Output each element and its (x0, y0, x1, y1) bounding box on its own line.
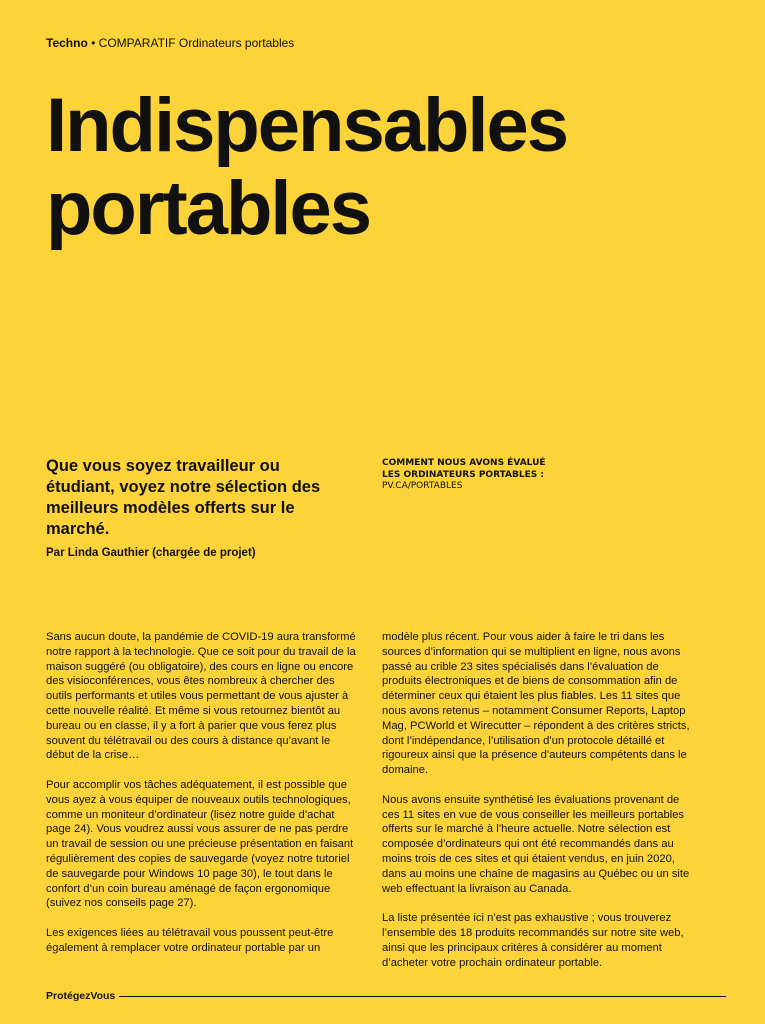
body-column-1 (46, 630, 358, 970)
kicker-bullet: • (91, 36, 96, 50)
paragraph: Sans aucun doute, la pandémie de COVID-19 aura transformé notre rapport à la technologie. Que ce soit pour du travail de la maison suggéré (ou obligatoire), des cours en ligne ou encore des visioconférences, vous êtes nombreux à chercher des outils performants et utiles vous permettant de vous ajuster à cette nouvelle réalité. Et même si vous retournez bientôt au bureau ou en classe, il y a fort à parier que vous ferez plus souvent du télétravail ou des cours à distance qu’avant le début de la crise… (46, 631, 356, 762)
methodology-link[interactable]: PV.CA/PORTABLES (382, 481, 463, 491)
article-lede: Que vous soyez travailleur ou étudiant, voyez notre sélection des meilleurs modèles offerts sur le marché. (46, 457, 321, 538)
title-line-1: Indispensables (46, 83, 568, 168)
paragraph: La liste présentée ici n’est pas exhaustive ; vous trouverez l’ensemble des 18 produits recommandés sur notre site web, ainsi que les principaux critères à considérer au moment d’acheter votre prochain ordinateur portable. (382, 912, 684, 969)
methodology-heading-line-2: LES ORDINATEURS PORTABLES : (382, 469, 544, 480)
page-footer (46, 990, 726, 1002)
title-line-2: portables (46, 166, 371, 251)
paragraph: modèle plus récent. Pour vous aider à faire le tri dans les sources d’information qui se multiplient en ligne, nous avons passé au crible 23 sites spécialisés dans l’évaluation de produits électroniques et de biens de consommation afin de déterminer ceux qui étaient les plus fiables. Les 11 sites que nous avons retenus – notamment Consumer Reports, Laptop Mag, PCWorld et Wirecutter – répondent à des critères stricts, dont l’indépendance, l’utilisation d’un protocole détaillé et rigoureux ainsi que la présence d’auteurs compétents dans le domaine. (382, 631, 690, 777)
section-label: Techno (46, 36, 88, 50)
body-column-2 (382, 630, 694, 985)
article-byline: Par Linda Gauthier (chargée de projet) (46, 547, 256, 559)
footer-rule (119, 996, 726, 997)
paragraph: Nous avons ensuite synthétisé les évaluations provenant de ces 11 sites en vue de vous conseiller les meilleurs portables offerts sur le marché à l’heure actuelle. Notre sélection est composée d’ordinateurs qui ont été recommandés dans au moins trois de ces sites et qui étaient vendus, en juin 2020, dans au moins une chaîne de magasins au Québec ou un site web effectuant la livraison au Canada. (382, 793, 690, 895)
paragraph: Pour accomplir vos tâches adéquatement, il est possible que vous ayez à vous équiper de nouveaux outils technologiques, comme un moniteur d’ordinateur (lisez notre guide d’achat page 24). Vous voudrez aussi vous assurer de ne pas perdre un travail de session ou une précieuse présentation en faisant régulièrement des copies de sauvegarde (voyez notre tutoriel de sauvegarde pour Windows 10 page 30), le tout dans le confort d’un coin bureau aménagé de façon ergonomique (suivez nos conseils page 27). (46, 778, 354, 910)
footer-brand: ProtégezVous (46, 990, 116, 1002)
paragraph: Les exigences liées au télétravail vous poussent peut-être également à remplacer votre ordinateur portable par un (46, 926, 334, 954)
methodology-box (382, 458, 602, 493)
methodology-heading-line-1: COMMENT NOUS AVONS ÉVALUÉ (382, 458, 546, 468)
section-kicker (46, 36, 294, 50)
article-title (46, 84, 736, 250)
category-label: COMPARATIF Ordinateurs portables (98, 36, 295, 50)
